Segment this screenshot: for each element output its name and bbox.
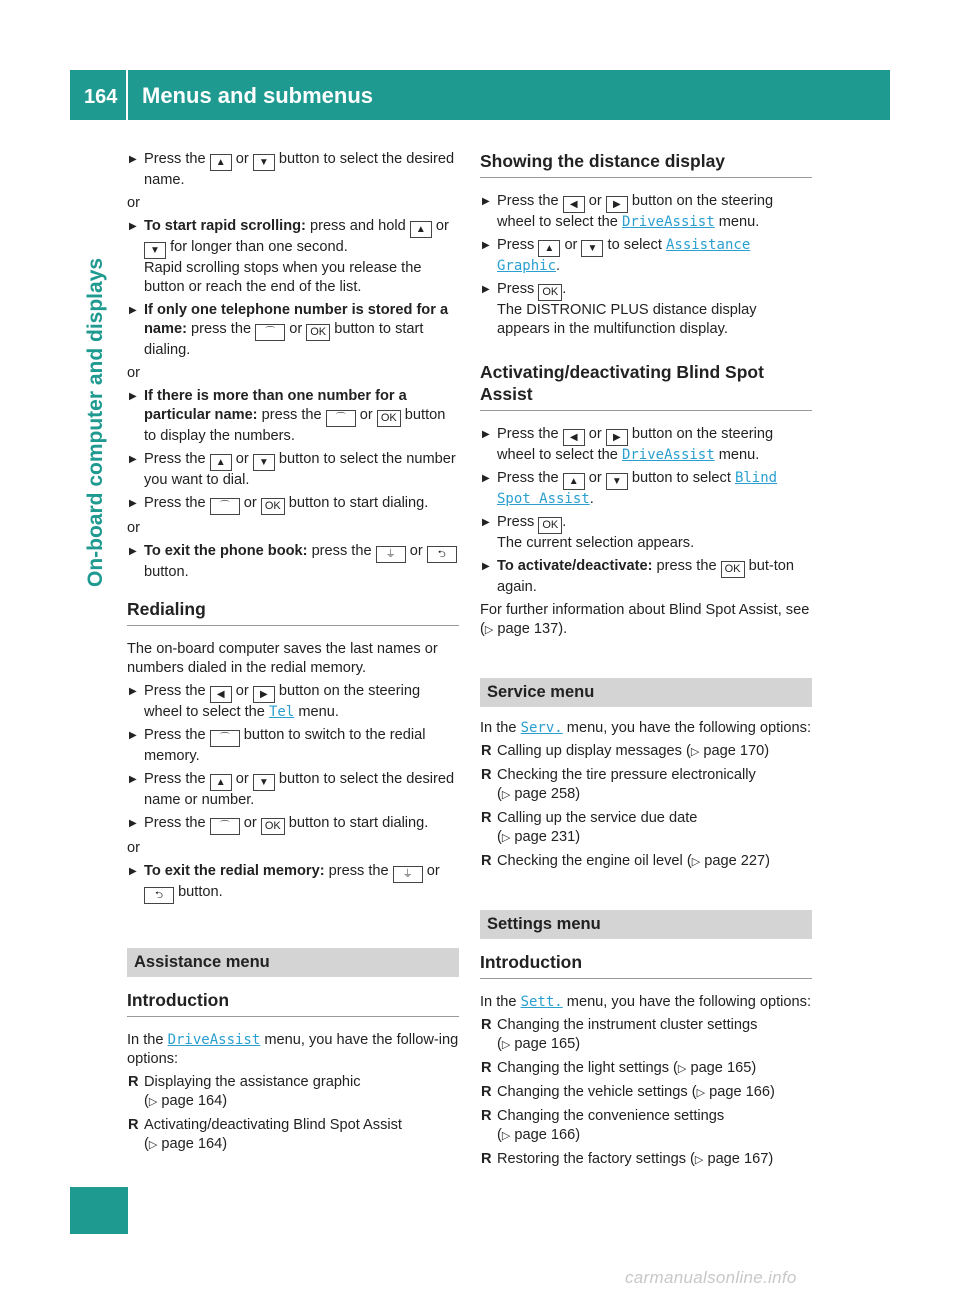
phone-key-icon: ⌒ [255,324,285,341]
step-select-tel-menu: ▶ Press the ◀ or ▶ button on the steering wheel to select the Tel menu. [127,682,459,722]
down-arrow-key-icon: ▼ [253,774,275,791]
down-arrow-key-icon: ▼ [144,242,166,259]
settings-intro: In the Sett. menu, you have the following options: [480,994,811,1010]
serv-menu-name: Serv. [520,720,563,736]
blind-spot-assist-menu-item: Blind Spot Assist [497,470,778,507]
ok-key-icon: OK [538,284,562,301]
settings-introduction-heading: Introduction [480,951,812,979]
left-column [127,150,459,1159]
ok-key-icon: OK [538,517,562,534]
ok-key-icon: OK [306,324,330,341]
redial-intro: The on-board computer saves the last names or numbers dialed in the redial memory. [127,641,438,676]
settings-menu-band: Settings menu [480,910,812,939]
blind-spot-heading: Activating/deactivating Blind Spot Assist [480,361,812,411]
assistance-graphic-menu-item: Assistance Graphic [497,237,751,274]
step-start-dialing: ▶ Press the ⌒ or OK button to start dialing. [127,494,459,515]
step-exit-phonebook: ▶ To exit the phone book: press the ⏚ or ⮌ button. [127,542,459,582]
ok-key-icon: OK [261,818,285,835]
ok-key-icon: OK [261,498,285,515]
step-rapid-scrolling: ▶ To start rapid scrolling: press and hold ▲ or ▼ for longer than one second. Rapid scrolling stops when you release the button or reach the end of the list. [127,217,459,297]
service-intro: In the Serv. menu, you have the following options: [480,720,811,736]
step-redial-dial: ▶ Press the ⌒ or OK button to start dialing. [127,814,459,835]
driveassist-menu-name: DriveAssist [621,214,715,230]
step-activate-deactivate: ▶ To activate/deactivate: press the OK but-ton again. [480,557,812,597]
step-select-blind-spot: ▶ Press the ▲ or ▼ button to select Blind Spot Assist. [480,469,812,509]
list-item: R Checking the engine oil level (▷ page 227) [481,853,770,869]
page-number: 164 [84,86,118,108]
down-arrow-key-icon: ▼ [581,240,603,257]
step-select-driveassist: ▶ Press the ◀ or ▶ button on the steering wheel to select the DriveAssist menu. [480,192,812,232]
list-item: R Calling up the service due date (▷ page 231) [481,810,698,845]
or-text: or [127,365,140,381]
up-arrow-key-icon: ▲ [210,154,232,171]
step-select-driveassist: ▶ Press the ◀ or ▶ button on the steering wheel to select the DriveAssist menu. [480,425,812,465]
footer-watermark: carmanualsonline.info [625,1268,797,1287]
hangup-key-icon: ⏚ [376,546,406,563]
step-exit-redial: ▶ To exit the redial memory: press the ⏚ or ⮌ button. [127,862,459,904]
right-arrow-key-icon: ▶ [606,429,628,446]
driveassist-menu-name: DriveAssist [167,1032,261,1048]
step-select-number: ▶ Press the ▲ or ▼ button to select the number you want to dial. [127,450,459,490]
step-press-ok: ▶ Press OK . The DISTRONIC PLUS distance display appears in the multifunction display. [480,280,812,339]
sett-menu-name: Sett. [520,994,563,1010]
distance-display-heading: Showing the distance display [480,150,812,178]
step-redial-memory: ▶ Press the ⌒ button to switch to the redial memory. [127,726,459,766]
phone-key-icon: ⌒ [210,818,240,835]
assistance-intro: In the DriveAssist menu, you have the follow-ing options: [127,1032,459,1067]
down-arrow-key-icon: ▼ [253,454,275,471]
list-item: R Displaying the assistance graphic (▷ page 164) [128,1074,361,1109]
side-chapter-label: On-board computer and displays [84,257,107,587]
redialing-heading: Redialing [127,598,459,626]
side-color-block [70,1187,128,1234]
up-arrow-key-icon: ▲ [210,454,232,471]
or-text: or [127,520,140,536]
right-arrow-key-icon: ▶ [253,686,275,703]
or-text: or [127,195,140,211]
right-arrow-key-icon: ▶ [606,196,628,213]
step-single-number: ▶ If only one telephone number is stored for a name: press the ⌒ or OK button to start dialing. [127,301,459,360]
step-multiple-numbers: ▶ If there is more than one number for a particular name: press the ⌒ or OK button to display the numbers. [127,387,459,446]
step-select-name: ▶ Press the ▲ or ▼ button to select the desired name. [127,150,459,190]
introduction-heading: Introduction [127,989,459,1017]
list-item: R Changing the convenience settings (▷ page 166) [481,1108,725,1143]
phone-key-icon: ⌒ [210,498,240,515]
left-arrow-key-icon: ◀ [563,196,585,213]
assistance-menu-band: Assistance menu [127,948,459,977]
hangup-key-icon: ⏚ [393,866,423,883]
up-arrow-key-icon: ▲ [210,774,232,791]
list-item: R Restoring the factory settings (▷ page 167) [481,1151,774,1167]
list-item: R Changing the light settings (▷ page 165) [481,1060,757,1076]
list-item: R Checking the tire pressure electronically (▷ page 258) [481,767,756,802]
back-key-icon: ⮌ [144,887,174,904]
phone-key-icon: ⌒ [326,410,356,427]
or-text: or [127,840,140,856]
up-arrow-key-icon: ▲ [410,221,432,238]
service-menu-band: Service menu [480,678,812,707]
down-arrow-key-icon: ▼ [253,154,275,171]
step-press-ok: ▶ Press OK . The current selection appears. [480,513,812,553]
list-item: R Changing the instrument cluster settings (▷ page 165) [481,1017,758,1052]
tel-menu-name: Tel [268,704,295,720]
ok-key-icon: OK [721,561,745,578]
right-column [480,150,812,1174]
phone-key-icon: ⌒ [210,730,240,747]
list-item: R Calling up display messages (▷ page 170) [481,743,770,759]
up-arrow-key-icon: ▲ [538,240,560,257]
further-info: For further information about Blind Spot Assist, see (▷ page 137). [480,602,810,637]
left-arrow-key-icon: ◀ [563,429,585,446]
list-item: R Changing the vehicle settings (▷ page 166) [481,1084,775,1100]
driveassist-menu-name: DriveAssist [621,447,715,463]
header-bar [70,70,890,120]
step-select-assistance-graphic: ▶ Press ▲ or ▼ to select Assistance Graphic. [480,236,812,276]
ok-key-icon: OK [377,410,401,427]
list-item: R Activating/deactivating Blind Spot Assist (▷ page 164) [128,1117,402,1152]
step-select-redial-entry: ▶ Press the ▲ or ▼ button to select the desired name or number. [127,770,459,810]
left-arrow-key-icon: ◀ [210,686,232,703]
chapter-title: Menus and submenus [142,83,374,108]
back-key-icon: ⮌ [427,546,457,563]
down-arrow-key-icon: ▼ [606,473,628,490]
header-divider [126,70,128,120]
up-arrow-key-icon: ▲ [563,473,585,490]
